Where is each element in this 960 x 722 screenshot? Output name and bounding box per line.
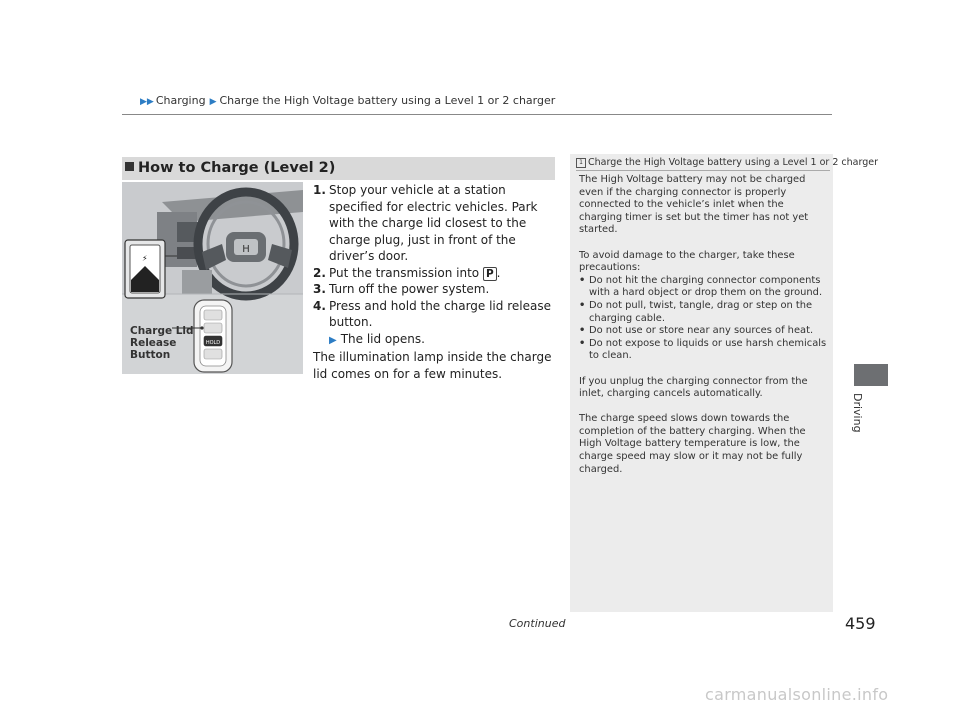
breadcrumb-section[interactable]: Charging: [155, 94, 206, 107]
breadcrumb-separator-icon: ▶: [209, 97, 217, 107]
step-number: 4.: [313, 298, 326, 313]
note-bullet: • Do not expose to liquids or use harsh chemicals to clean.: [579, 338, 827, 363]
after-steps-text: The illumination lamp inside the charge lid comes on for a few minutes.: [313, 350, 552, 381]
step-text: Turn off the power system.: [329, 282, 490, 296]
note-rule: [576, 170, 830, 171]
step-result-text: The lid opens.: [340, 331, 425, 346]
svg-text:H: H: [242, 244, 250, 255]
note-paragraph: If you unplug the charging connector from the inlet, charging cancels automatically.: [579, 375, 808, 400]
step-text: [329, 265, 500, 282]
park-position-icon: P: [483, 267, 497, 281]
step-text-after: .: [496, 265, 501, 280]
note-bullet: • Do not hit the charging connector components with a hard object or drop them on the ground.: [579, 275, 827, 300]
step-4: [313, 298, 553, 331]
fob-button-text: HOLD: [205, 340, 221, 346]
svg-text:⚡: ⚡: [142, 254, 148, 263]
note-paragraph: The charge speed slows down towards the completion of the battery charging. When the High Voltage battery temperature is low, the charge speed may slow or it may not be fully charged.: [579, 413, 806, 475]
side-tab-label: Driving: [851, 393, 864, 433]
continued-label: Continued: [509, 617, 566, 630]
step-text-before: Put the transmission into: [329, 265, 483, 280]
header-rule: [122, 114, 832, 115]
note-paragraph: To avoid damage to the charger, take these precautions:: [579, 249, 795, 274]
step-text: Stop your vehicle at a station specified for electric vehicles. Park with the charge lid closest to the charge plug, just in front of the driver’s door.: [329, 183, 538, 263]
step-number: 2.: [313, 265, 326, 280]
breadcrumb: [140, 94, 555, 107]
page-number: 459: [845, 614, 876, 633]
note-body: [579, 174, 827, 489]
step-result: [313, 331, 553, 350]
callout-line-2: Release: [130, 337, 177, 349]
instruction-steps: [313, 182, 553, 382]
breadcrumb-arrow-icon: ▶▶: [140, 97, 154, 107]
section-heading-text: How to Charge (Level 2): [138, 160, 336, 176]
step-3: [313, 281, 553, 298]
breadcrumb-page[interactable]: Charge the High Voltage battery using a Level 1 or 2 charger: [219, 94, 556, 107]
step-1: [313, 182, 553, 265]
callout-line-3: Button: [130, 349, 171, 361]
note-title-text: Charge the High Voltage battery using a Level 1 or 2 charger: [588, 157, 878, 168]
step-number: 1.: [313, 183, 326, 197]
result-arrow-icon: ▶: [329, 334, 337, 346]
watermark[interactable]: carmanualsonline.info: [705, 685, 889, 704]
charge-lid-callout: [130, 325, 194, 361]
callout-line-1: Charge Lid: [130, 325, 194, 337]
note-bullet: • Do not pull, twist, tangle, drag or step on the charging cable.: [579, 300, 827, 325]
step-text: Press and hold the charge lid release button.: [329, 298, 551, 329]
note-bullet: • Do not use or store near any sources of heat.: [579, 325, 827, 338]
step-2: [313, 265, 553, 282]
note-paragraph: The High Voltage battery may not be charged even if the charging connector is properly connected to the vehicle’s inlet when the charging timer is set but the timer has not yet started.: [579, 174, 809, 236]
step-number: 3.: [313, 282, 326, 296]
section-heading: [122, 157, 555, 180]
note-reference-icon: 1: [576, 158, 586, 168]
heading-square-icon: [125, 162, 134, 171]
note-title: [576, 157, 878, 168]
side-tab-marker: [854, 364, 888, 386]
